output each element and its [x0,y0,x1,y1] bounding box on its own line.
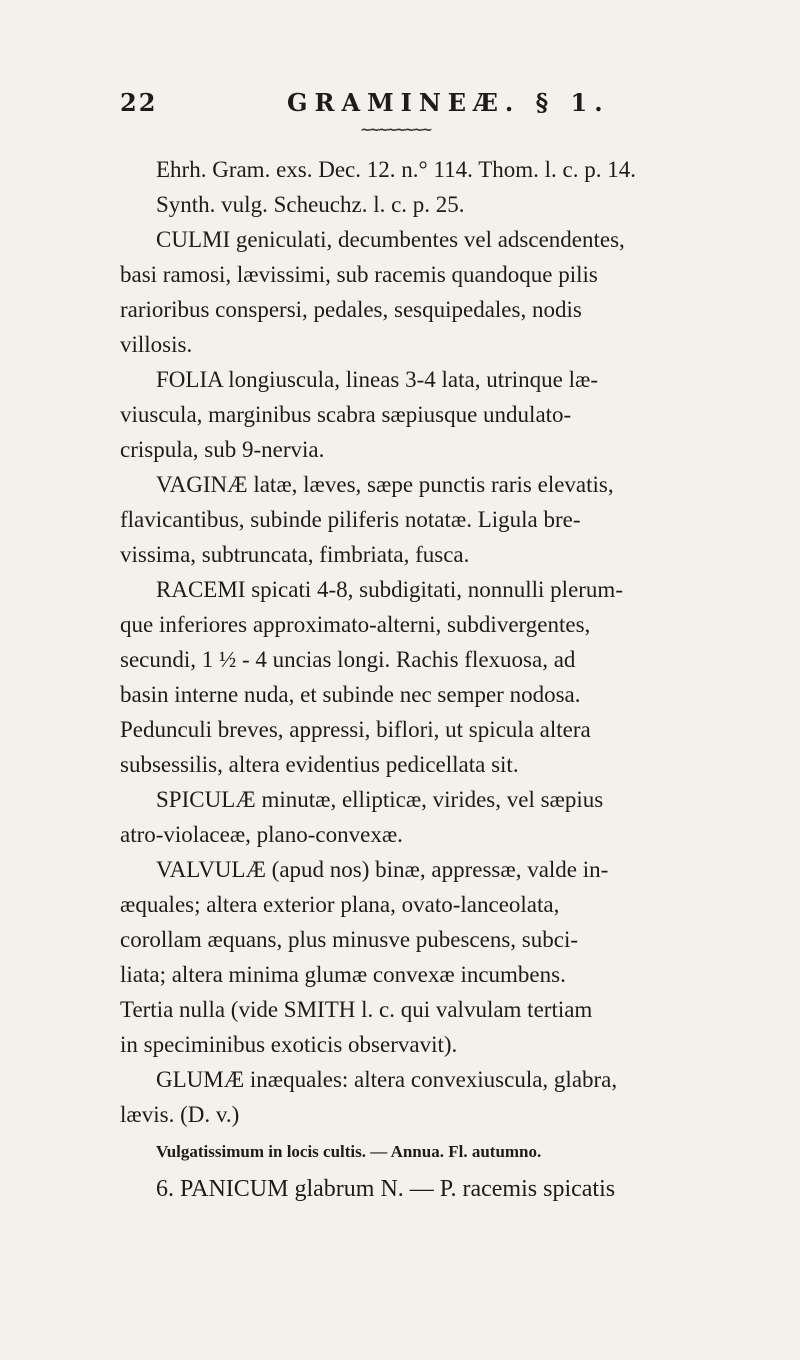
text-line: lævis. (D. v.) [120,1102,240,1127]
text-line: villosis. [120,332,193,357]
text-line: in speciminibus exoticis observavit). [120,1032,458,1057]
text-line: atro-violaceæ, plano-convexæ. [120,822,403,847]
running-head: GRAMINEÆ. § 1. [287,88,610,117]
text-line: Synth. vulg. Scheuchz. l. c. p. 25. [156,192,465,217]
text-line: que inferiores approximato-alterni, subdivergentes, [120,612,591,637]
habitat-note: Vulgatissimum in locis cultis. — Annua. Fl. autumno. [156,1142,542,1161]
text-line: flavicantibus, subinde piliferis notatæ. Ligula bre- [120,507,581,532]
text-line: æquales; altera exterior plana, ovato-lanceolata, [120,892,560,917]
text-line: viuscula, marginibus scabra sæpiusque undulato- [120,402,572,427]
ornament-divider: ~~~~~~~~ [360,122,430,138]
text-line: CULMI geniculati, decumbentes vel adscendentes, [156,227,625,252]
text-line: Ehrh. Gram. exs. Dec. 12. n.° 114. Thom. l. c. p. 14. [156,157,636,182]
text-line: Pedunculi breves, appressi, biflori, ut spicula altera [120,717,591,742]
text-line: vissima, subtruncata, fimbriata, fusca. [120,542,470,567]
text-line: basin interne nuda, et subinde nec semper nodosa. [120,682,581,707]
text-line: corollam æquans, plus minusve pubescens, subci- [120,927,579,952]
species-heading: 6. PANICUM glabrum N. — P. racemis spicatis [156,1176,616,1202]
text-line: FOLIA longiuscula, lineas 3-4 lata, utrinque læ- [156,367,599,392]
text-line: VAGINÆ latæ, læves, sæpe punctis raris elevatis, [156,472,614,497]
text-line: subsessilis, altera evidentius pedicellata sit. [120,752,519,777]
text-line: liata; altera minima glumæ convexæ incumbens. [120,962,566,987]
text-line: VALVULÆ (apud nos) binæ, appressæ, valde in- [156,857,609,882]
text-line: basi ramosi, lævissimi, sub racemis quandoque pilis [120,262,598,287]
page-number: 22 [120,88,158,117]
text-line: secundi, 1 ½ - 4 uncias longi. Rachis flexuosa, ad [120,647,576,672]
text-line: RACEMI spicati 4-8, subdigitati, nonnulli plerum- [156,577,623,602]
body-text [120,152,700,1207]
text-line: SPICULÆ minutæ, ellipticæ, virides, vel sæpius [156,787,604,812]
text-line: GLUMÆ inæquales: altera convexiuscula, glabra, [156,1067,618,1092]
text-line: rarioribus conspersi, pedales, sesquipedales, nodis [120,297,582,322]
text-line: Tertia nulla (vide SMITH l. c. qui valvulam tertiam [120,997,593,1022]
text-line: crispula, sub 9-nervia. [120,437,325,462]
